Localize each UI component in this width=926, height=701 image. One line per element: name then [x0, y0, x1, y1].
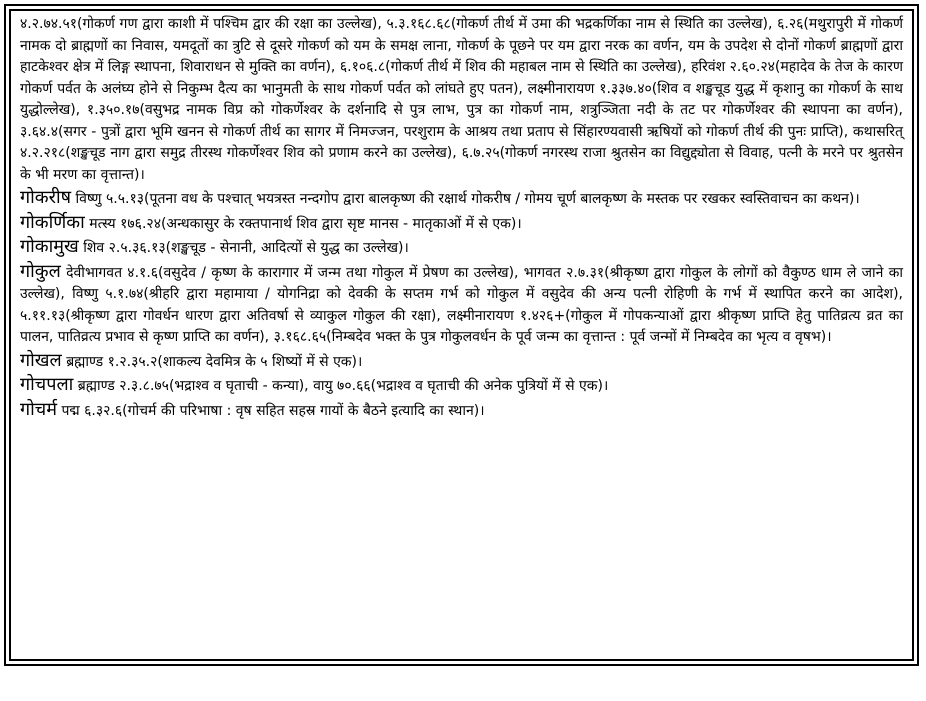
content-frame	[9, 9, 914, 661]
entry-gokhal	[20, 349, 903, 374]
entry-gokarna-continued	[20, 14, 903, 186]
entry-text: शिव २.५.३६.१३(शङ्खचूड - सेनानी, आदित्यों से युद्ध का उल्लेख)।	[83, 240, 409, 256]
entry-text: ४.२.७४.५१(गोकर्ण गण द्वारा काशी में पश्चिम द्वार की रक्षा का उल्लेख), ५.३.१६८.६८(गोकर्ण तीर्थ में उमा की भद्रकर्णिका नाम से स्थिति का उल्लेख), ६.२६(मथुरापुरी में गोकर्ण नामक दो ब्राह्मणों का निवास, यमदूतों का त्रुटि से दूसरे गोकर्ण को यम के समक्ष लाना, गोकर्ण के पूछने पर यम द्वारा नरक का वर्णन, यम के उपदेश से दोनों गोकर्ण ब्राह्मणों द्वारा हाटकेश्वर क्षेत्र में लिङ्ग स्थापना, शिवाराधन से मुक्ति का वर्णन), ६.१०६.८(गोकर्ण तीर्थ में शिव की महाबल नाम से स्थिति का उल्लेख), हरिवंश २.६०.२४(महादेव के तेज के कारण गोकर्ण पर्वत के अलंघ्य होने से निकुम्भ दैत्य का भानुमती के साथ गोकर्ण पर्वत को लांघते हुए पतन), लक्ष्मीनारायण १.३३७.४०(शिव व शङ्खचूड युद्ध में कृशानु का गोकर्ण के साथ युद्धोल्लेख), १.३५०.१७(वसुभद्र नामक विप्र को गोकर्णेश्वर के दर्शनादि से पुत्र लाभ, पुत्र का गोकर्ण नाम, शत्रुञ्जिता नदी के तट पर गोकर्णेश्वर की स्थापना का वर्णन), ३.६४.४(सगर - पुत्रों द्वारा भूमि खनन से गोकर्ण तीर्थ का सागर में निमज्जन, परशुराम के आश्रय तथा प्रताप से सिंहारण्यवासी ऋषियों को गोकर्ण तीर्थ की पुनः प्राप्ति), कथासरित् ४.२.२१८(शङ्खचूड नाग द्वारा समुद्र तीरस्थ गोकर्णेश्वर शिव को प्रणाम करने का उल्लेख), ६.७.२५(गोकर्ण नगरस्थ राजा श्रुतसेन का विद्युद्द्योता से विवाह, पत्नी के मरने पर श्रुतसेन के भी मरण का वृत्तान्त)।	[20, 16, 903, 183]
entry-gochapala	[20, 373, 903, 398]
entry-headword: गोचर्म	[20, 398, 57, 420]
entry-headword: गोकामुख	[20, 236, 79, 257]
entry-gocharma	[20, 398, 903, 423]
entry-headword: गोखल	[20, 349, 62, 371]
entry-gokamukh	[20, 235, 903, 260]
entry-text: ब्रह्माण्ड २.३.८.७५(भद्राश्व व घृताची - कन्या), वायु ७०.६६(भद्राश्व व घृताची की अनेक पुत्रियों में से एक)।	[77, 378, 609, 394]
entry-headword: गोकर्णिका	[20, 211, 85, 233]
entry-text: देवीभागवत ४.१.६(वसुदेव / कृष्ण के कारागार में जन्म तथा गोकुल में प्रेषण का उल्लेख), भागवत २.७.३१(श्रीकृष्ण द्वारा गोकुल के लोगों को वैकुण्ठ धाम ले जाने का उल्लेख), विष्णु ५.१.७४(श्रीहरि द्वारा महामाया / योगनिद्रा को देवकी के सप्तम गर्भ को गोकुल में वसुदेव की अन्य पत्नी रोहिणी के गर्भ में स्थापित करने का आदेश), ५.११.१३(श्रीकृष्ण द्वारा गोवर्धन धारण द्वारा अतिवर्षा से व्याकुल गोकुल की रक्षा), लक्ष्मीनारायण १.४२६+(गोकुल में गोपकन्याओं द्वारा श्रीकृष्ण प्राप्ति हेतु पातिव्रत्य व्रत का पालन, पातिव्रत्य प्रभाव से कृष्ण प्राप्ति का वर्णन), ३.१६८.६५(निम्बदेव भक्त के पुत्र गोकुलवर्धन के पूर्व जन्म का वृत्तान्त : पूर्व जन्मों में निम्बदेव का भृत्य व वृषभ)।	[20, 264, 903, 345]
entry-headword: गोचपला	[20, 374, 74, 395]
entry-gokarnika	[20, 211, 903, 236]
entry-headword: गोकरीष	[20, 187, 72, 208]
entry-text: मत्स्य १७६.२४(अन्धकासुर के रक्तपानार्थ शिव द्वारा सृष्ट मानस - मातृकाओं में से एक)।	[89, 215, 522, 232]
entry-gokul	[20, 260, 903, 349]
entry-text: ब्रह्माण्ड १.२.३५.२(शाकल्य देवमित्र के ५ शिष्यों में से एक)।	[66, 353, 363, 370]
entry-text: पद्म ६.३२.६(गोचर्म की परिभाषा : वृष सहित सहस्र गायों के बैठने इत्यादि का स्थान)।	[61, 402, 485, 419]
entry-headword: गोकुल	[20, 260, 61, 282]
entry-text: विष्णु ५.५.१३(पूतना वध के पश्चात् भयत्रस्त नन्दगोप द्वारा बालकृष्ण की रक्षार्थ गोकरीष / गोमय चूर्ण बालकृष्ण के मस्तक पर रखकर स्वस्तिवाचन का कथन)।	[75, 191, 860, 207]
entry-gokarish	[20, 186, 903, 211]
